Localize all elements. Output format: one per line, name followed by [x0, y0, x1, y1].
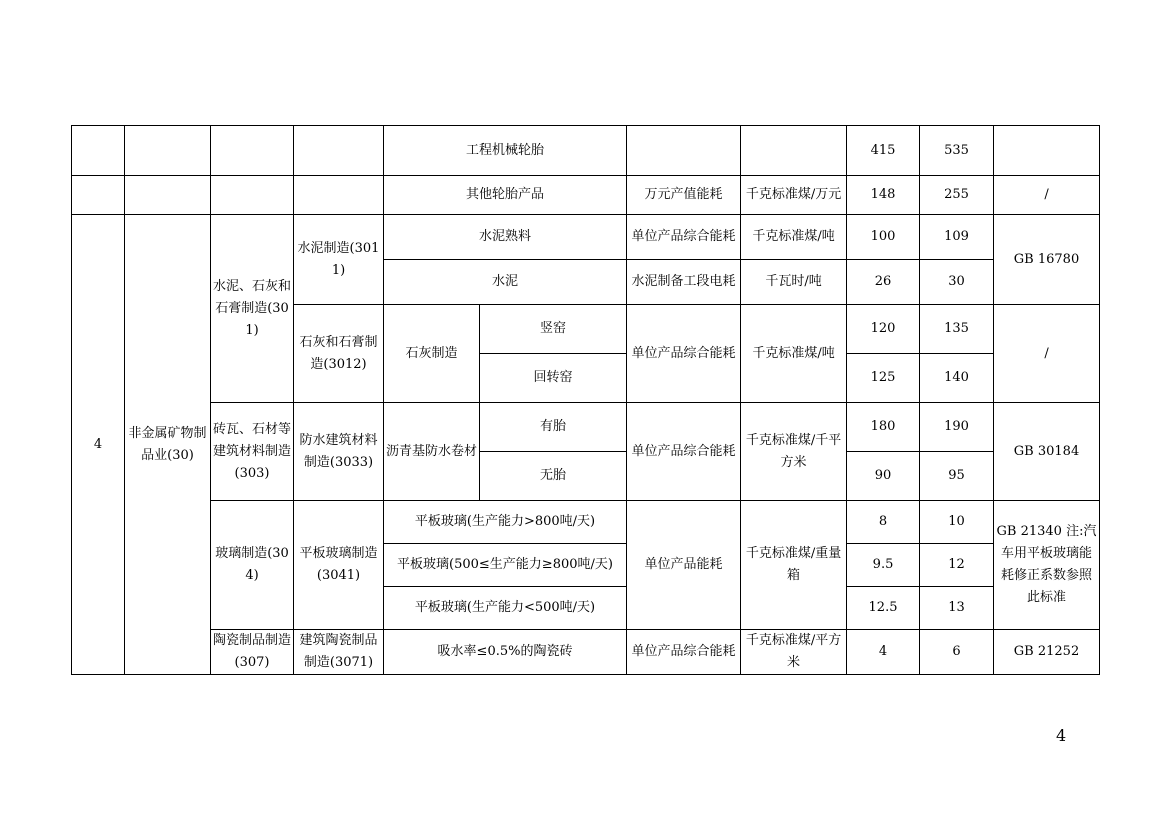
standard-cell: GB 16780: [994, 215, 1100, 305]
current-value-cell: 4: [847, 630, 920, 675]
product-cell: 有胎: [480, 403, 627, 452]
group-cell: 砖瓦、石材等建筑材料制造(303): [211, 403, 294, 501]
class-cell: 建筑陶瓷制品制造(3071): [294, 630, 384, 675]
class-cell: [294, 176, 384, 215]
product-cell: 其他轮胎产品: [384, 176, 627, 215]
group-cell: 水泥、石灰和石膏制造(301): [211, 215, 294, 403]
entry-value-cell: 95: [920, 452, 994, 501]
current-value-cell: 148: [847, 176, 920, 215]
product-cell: 水泥: [384, 260, 627, 305]
entry-value-cell: 535: [920, 126, 994, 176]
group-cell: 玻璃制造(304): [211, 501, 294, 630]
product-cell: 平板玻璃(500≤生产能力≥800吨/天): [384, 544, 627, 587]
unit-cell: 千克标准煤/万元: [741, 176, 847, 215]
table-row: [72, 126, 1100, 176]
current-value-cell: 9.5: [847, 544, 920, 587]
indicator-cell: 单位产品综合能耗: [627, 305, 741, 403]
current-value-cell: 180: [847, 403, 920, 452]
product-cell: 水泥熟料: [384, 215, 627, 260]
product-cell: 无胎: [480, 452, 627, 501]
group-cell: [211, 176, 294, 215]
table-row: [72, 403, 1100, 452]
standard-cell: GB 30184: [994, 403, 1100, 501]
entry-value-cell: 10: [920, 501, 994, 544]
indicator-cell: 万元产值能耗: [627, 176, 741, 215]
standard-cell: /: [994, 176, 1100, 215]
product-cell: 吸水率≤0.5%的陶瓷砖: [384, 630, 627, 675]
class-cell: 石灰和石膏制造(3012): [294, 305, 384, 403]
subclass-cell: 沥青基防水卷材: [384, 403, 480, 501]
current-value-cell: 415: [847, 126, 920, 176]
sector-no-cell: [72, 126, 125, 176]
indicator-cell: 单位产品能耗: [627, 501, 741, 630]
table-row: [72, 501, 1100, 544]
sector-name-cell: [125, 126, 211, 176]
indicator-cell: [627, 126, 741, 176]
entry-value-cell: 6: [920, 630, 994, 675]
entry-value-cell: 109: [920, 215, 994, 260]
subclass-cell: 石灰制造: [384, 305, 480, 403]
standard-cell: [994, 126, 1100, 176]
unit-cell: 千克标准煤/吨: [741, 305, 847, 403]
group-cell: 陶瓷制品制造(307): [211, 630, 294, 675]
sector-name-cell: [125, 176, 211, 215]
entry-value-cell: 140: [920, 354, 994, 403]
standard-cell: /: [994, 305, 1100, 403]
sector-no-cell: [72, 176, 125, 215]
current-value-cell: 120: [847, 305, 920, 354]
class-cell: 平板玻璃制造(3041): [294, 501, 384, 630]
standard-cell: GB 21340 注:汽车用平板玻璃能耗修正系数参照此标准: [994, 501, 1100, 630]
table-row: [72, 176, 1100, 215]
entry-value-cell: 13: [920, 587, 994, 630]
entry-value-cell: 30: [920, 260, 994, 305]
table-row: [72, 630, 1100, 675]
indicator-cell: 单位产品综合能耗: [627, 630, 741, 675]
group-cell: [211, 126, 294, 176]
entry-value-cell: 255: [920, 176, 994, 215]
entry-value-cell: 135: [920, 305, 994, 354]
unit-cell: 千克标准煤/千平方米: [741, 403, 847, 501]
product-cell: 竖窑: [480, 305, 627, 354]
class-cell: 防水建筑材料制造(3033): [294, 403, 384, 501]
standard-cell: GB 21252: [994, 630, 1100, 675]
unit-cell: 千克标准煤/吨: [741, 215, 847, 260]
energy-consumption-table: [71, 125, 1100, 675]
indicator-cell: 水泥制备工段电耗: [627, 260, 741, 305]
entry-value-cell: 12: [920, 544, 994, 587]
current-value-cell: 90: [847, 452, 920, 501]
product-cell: 平板玻璃(生产能力<500吨/天): [384, 587, 627, 630]
unit-cell: 千克标准煤/平方米: [741, 630, 847, 675]
current-value-cell: 125: [847, 354, 920, 403]
unit-cell: 千克标准煤/重量箱: [741, 501, 847, 630]
product-cell: 工程机械轮胎: [384, 126, 627, 176]
sector-name-cell: 非金属矿物制品业(30): [125, 215, 211, 675]
entry-value-cell: 190: [920, 403, 994, 452]
current-value-cell: 100: [847, 215, 920, 260]
unit-cell: [741, 126, 847, 176]
current-value-cell: 12.5: [847, 587, 920, 630]
product-cell: 回转窑: [480, 354, 627, 403]
class-cell: [294, 126, 384, 176]
page-number: 4: [1056, 726, 1067, 745]
current-value-cell: 26: [847, 260, 920, 305]
indicator-cell: 单位产品综合能耗: [627, 215, 741, 260]
unit-cell: 千瓦时/吨: [741, 260, 847, 305]
current-value-cell: 8: [847, 501, 920, 544]
product-cell: 平板玻璃(生产能力>800吨/天): [384, 501, 627, 544]
table-row: [72, 215, 1100, 260]
sector-no-cell: 4: [72, 215, 125, 675]
class-cell: 水泥制造(3011): [294, 215, 384, 305]
indicator-cell: 单位产品综合能耗: [627, 403, 741, 501]
